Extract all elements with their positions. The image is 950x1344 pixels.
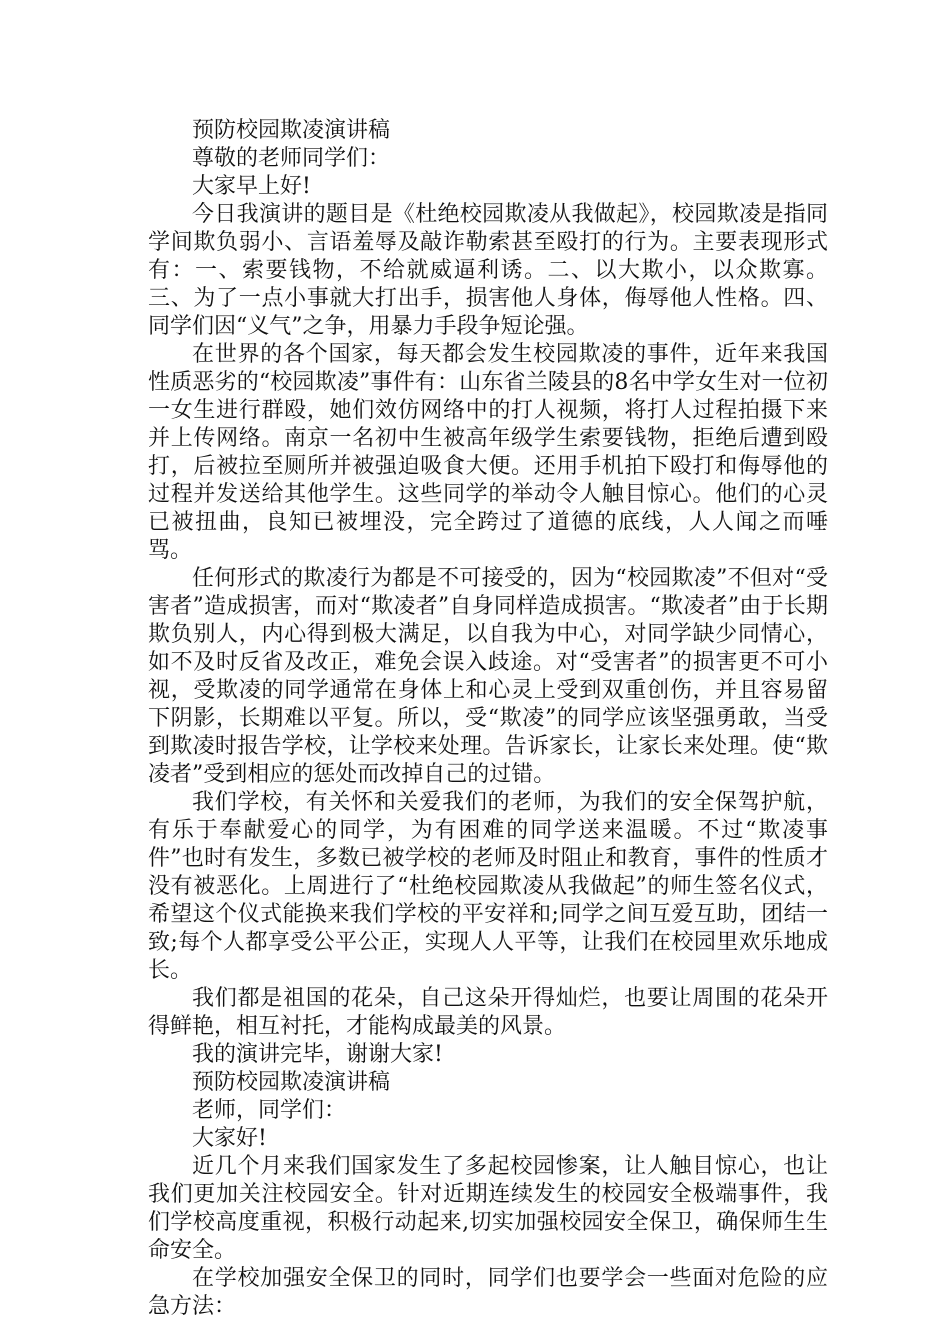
body-paragraph: 我们都是祖国的花朵，自己这朵开得灿烂，也要让周围的花朵开得鲜艳，相互衬托，才能构成最美的风景。 bbox=[148, 986, 828, 1039]
salutation: 尊敬的老师同学们： bbox=[192, 146, 391, 171]
body-paragraph: 我们学校，有关怀和关爱我们的老师，为我们的安全保驾护航，有乐于奉献爱心的同学，为有困难的同学送来温暖。不过“欺凌事件”也时有发生，多数已被学校的老师及时阻止和教育，事件的性质才没有被恶化。上周进行了“杜绝校园欺凌从我做起”的师生签名仪式，希望这个仪式能换来我们学校的平安祥和;同学之间互爱互助，团结一致;每个人都享受公平公正，实现人人平等，让我们在校园里欢乐地成长。 bbox=[148, 790, 828, 983]
greeting: 大家好! bbox=[192, 1126, 267, 1151]
greeting: 大家早上好! bbox=[192, 174, 311, 199]
body-paragraph: 近几个月来我们国家发生了多起校园惨案，让人触目惊心，也让我们更加关注校园安全。针对近期连续发生的校园安全极端事件，我们学校高度重视，积极行动起来,切实加强校园安全保卫，确保师生生命安全。 bbox=[148, 1154, 828, 1263]
speech-title: 预防校园欺凌演讲稿 bbox=[192, 1070, 391, 1095]
salutation: 老师，同学们： bbox=[192, 1098, 347, 1123]
body-paragraph: 任何形式的欺凌行为都是不可接受的，因为“校园欺凌”不但对“受害者”造成损害，而对“欺凌者”自身同样造成损害。“欺凌者”由于长期欺负别人，内心得到极大满足，以自我为中心，对同学缺少同情心，如不及时反省及改正，难免会误入歧途。对“受害者”的损害更不可小视，受欺凌的同学通常在身体上和心灵上受到双重创伤，并且容易留下阴影，长期难以平复。所以，受“欺凌”的同学应该坚强勇敢，当受到欺凌时报告学校，让学校来处理。告诉家长，让家长来处理。使“欺凌者”受到相应的惩处而改掉自己的过错。 bbox=[148, 566, 828, 787]
document-page bbox=[148, 117, 828, 1321]
body-paragraph: 在世界的各个国家，每天都会发生校园欺凌的事件，近年来我国性质恶劣的“校园欺凌”事件有：山东省兰陵县的8名中学女生对一位初一女生进行群殴，她们效仿网络中的打人视频，将打人过程拍摄下来并上传网络。南京一名初中生被高年级学生索要钱物，拒绝后遭到殴打，后被拉至厕所并被强迫吸食大便。还用手机拍下殴打和侮辱他的过程并发送给其他学生。这些同学的举动令人触目惊心。他们的心灵已被扭曲，良知已被埋没，完全跨过了道德的底线，人人闻之而唾骂。 bbox=[148, 342, 828, 563]
speech-title: 预防校园欺凌演讲稿 bbox=[192, 118, 391, 143]
body-paragraph: 今日我演讲的题目是《杜绝校园欺凌从我做起》，校园欺凌是指同学间欺负弱小、言语羞辱及敲诈勒索甚至殴打的行为。主要表现形式有：一、索要钱物，不给就威逼利诱。二、以大欺小，以众欺寡。三、为了一点小事就大打出手，损害他人身体，侮辱他人性格。四、同学们因“义气”之争，用暴力手段争短论强。 bbox=[148, 202, 828, 339]
closing-line: 我的演讲完毕，谢谢大家! bbox=[192, 1042, 443, 1067]
body-paragraph: 在学校加强安全保卫的同时，同学们也要学会一些面对危险的应急方法： bbox=[148, 1266, 828, 1319]
